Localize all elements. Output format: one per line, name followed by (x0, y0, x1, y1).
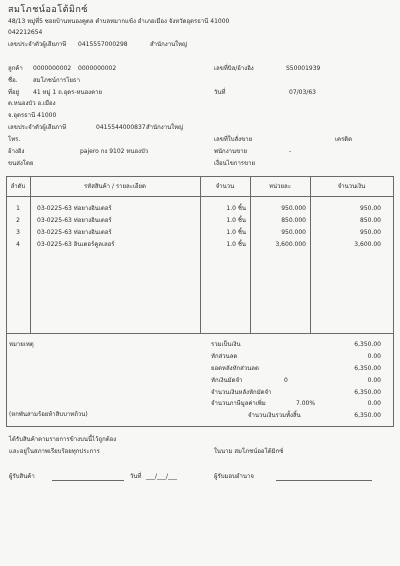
totals-value-5: 0.00 (367, 400, 381, 407)
doc-salesman: - (289, 148, 292, 155)
row-no: 2 (16, 217, 20, 224)
table-left-border (6, 176, 7, 334)
row-price: 850.000 (281, 217, 306, 224)
totals-value-1: 0.00 (367, 353, 381, 360)
totals-left-border (6, 333, 7, 427)
receiver-label: ผู้รับสินค้า (9, 473, 35, 480)
received-line2: และอยู่ในสภาพเรียบร้อยทุกประการ (9, 448, 100, 455)
company-phone: 042212654 (8, 29, 43, 36)
th-no: ลำดับ (10, 183, 26, 190)
authorized-label: ผู้รับมอบอำนาจ (214, 473, 254, 480)
totals-label-0: รวมเป็นเงิน (211, 341, 241, 348)
customer-addr3: จ.อุดรธานี 41000 (8, 112, 57, 119)
row-desc: 03-0225-63 ท่อยางอินเตอร์ (37, 217, 112, 224)
customer-addr1: 41 หมู่ 1 ถ.อุดร-หนองคาย (33, 89, 102, 96)
totals-label-5: จำนวนภาษีมูลค่าเพิ่ม (211, 400, 266, 407)
customer-branch: สำนักงานใหญ่ (146, 124, 184, 131)
th-price: หน่วยละ (269, 183, 291, 190)
in-name-of: ในนาม สมโภชน์ออโต้มิกซ์ (214, 448, 284, 455)
totals-value-0: 6,350.00 (354, 341, 381, 348)
row-qty: 1.0 ชิ้น (226, 217, 246, 224)
row-price: 3,600.000 (275, 241, 306, 248)
totals-label-2: ยอดหลังหักส่วนลด (211, 365, 259, 372)
customer-tax-label: เลขประจำตัวผู้เสียภาษี (8, 124, 67, 131)
row-price: 950.000 (281, 229, 306, 236)
totals-value-2: 6,350.00 (354, 365, 381, 372)
th-desc: รหัสสินค้า / รายละเอียด (84, 183, 146, 190)
customer-code: 0000000002 (33, 65, 72, 72)
row-amount: 3,600.00 (354, 241, 381, 248)
row-amount: 950.00 (360, 205, 381, 212)
row-qty: 1.0 ชิ้น (226, 241, 246, 248)
doc-sales-label: เลขที่ใบสั่งขาย (214, 136, 253, 143)
totals-label-3: หักเงินมัดจำ (211, 377, 243, 384)
row-desc: 03-0225-63 อินเตอร์คูลเลอร์ (37, 241, 115, 248)
company-branch: สำนักงานใหญ่ (150, 41, 188, 48)
row-qty: 1.0 ชิ้น (226, 205, 246, 212)
totals-value-3: 0.00 (367, 377, 381, 384)
remarks-label: หมายเหตุ (9, 341, 34, 348)
customer-name-label: ชื่อ. (8, 77, 18, 84)
doc-date: 07/03/63 (289, 89, 316, 96)
totals-extra-5: 7.00% (296, 400, 316, 407)
totals-label-1: หักส่วนลด (211, 353, 238, 360)
company-tax-label: เลขประจำตัวผู้เสียภาษี (8, 41, 67, 48)
col-divider-1 (30, 176, 31, 334)
doc-salesman-label: พนักงานขาย (214, 148, 248, 155)
col-divider-3 (250, 176, 251, 334)
customer-tax-id: 0415544000837 (96, 124, 146, 131)
totals-bottom-border (6, 426, 394, 427)
receive-date-label: วันที่ (130, 473, 142, 480)
row-price: 950.000 (281, 205, 306, 212)
th-amount: จำนวนเงิน (337, 183, 366, 190)
customer-code2: 0000000002 (78, 65, 117, 72)
customer-addr2: ต.หนองบัว อ.เมือง (8, 100, 56, 107)
company-name: สมโภชน์ออโต้มิกซ์ (8, 5, 88, 15)
customer-code-label: ลูกค้า (8, 65, 23, 72)
row-desc: 03-0225-63 ท่อยางอินเตอร์ (37, 205, 112, 212)
receive-date-blank: ___/___/___ (146, 473, 178, 480)
authorized-sign-line (276, 480, 372, 481)
totals-value-6: 6,350.00 (354, 412, 381, 419)
amount-in-words: (หกพันสามร้อยห้าสิบบาทถ้วน) (9, 411, 88, 418)
customer-phone-label: โทร. (8, 136, 21, 143)
col-divider-4 (310, 176, 311, 334)
doc-terms-label: เงื่อนไขการขาย (214, 160, 256, 167)
col-divider-2 (200, 176, 201, 334)
customer-ref: pajero กง 9102 หนองบัว (80, 148, 149, 155)
customer-ref-label: อ้างอิง (8, 148, 25, 155)
row-no: 1 (16, 205, 20, 212)
totals-extra-3: 0 (284, 377, 288, 384)
doc-no: S50001939 (286, 65, 321, 72)
doc-no-label: เลขที่บิล/อ้างอิง (214, 65, 254, 72)
customer-addr-label: ที่อยู่ (8, 89, 20, 96)
totals-label-6: จำนวนเงินรวมทั้งสิ้น (248, 412, 301, 419)
row-desc: 03-0225-63 ท่อยางอินเตอร์ (37, 229, 112, 236)
customer-ship-label: ขนส่งโดย (8, 160, 34, 167)
th-qty: จำนวน (215, 183, 235, 190)
doc-date-label: วันที่ (214, 89, 226, 96)
row-amount: 850.00 (360, 217, 381, 224)
totals-right-border (393, 333, 394, 427)
row-qty: 1.0 ชิ้น (226, 229, 246, 236)
row-no: 4 (16, 241, 20, 248)
received-line1: ได้รับสินค้าตามรายการข้างบนนี้ไว้ถูกต้อง (9, 436, 117, 443)
row-amount: 950.00 (360, 229, 381, 236)
totals-label-4: จำนวนเงินหลังหักมัดจำ (211, 389, 272, 396)
customer-name: สมโภชน์การโยธา (33, 77, 80, 84)
receiver-sign-line (52, 480, 124, 481)
company-tax-id: 0415557000298 (78, 41, 128, 48)
table-right-border (393, 176, 394, 334)
doc-credit-label: เครดิต (335, 136, 353, 143)
totals-value-4: 6,350.00 (354, 389, 381, 396)
company-address: 48/13 หมู่ที่5 ซอยบ้านหนองคูตล ตำบลหมากแข้ง อำเภอเมือง จังหวัดอุดรธานี 41000 (8, 18, 230, 25)
row-no: 3 (16, 229, 20, 236)
